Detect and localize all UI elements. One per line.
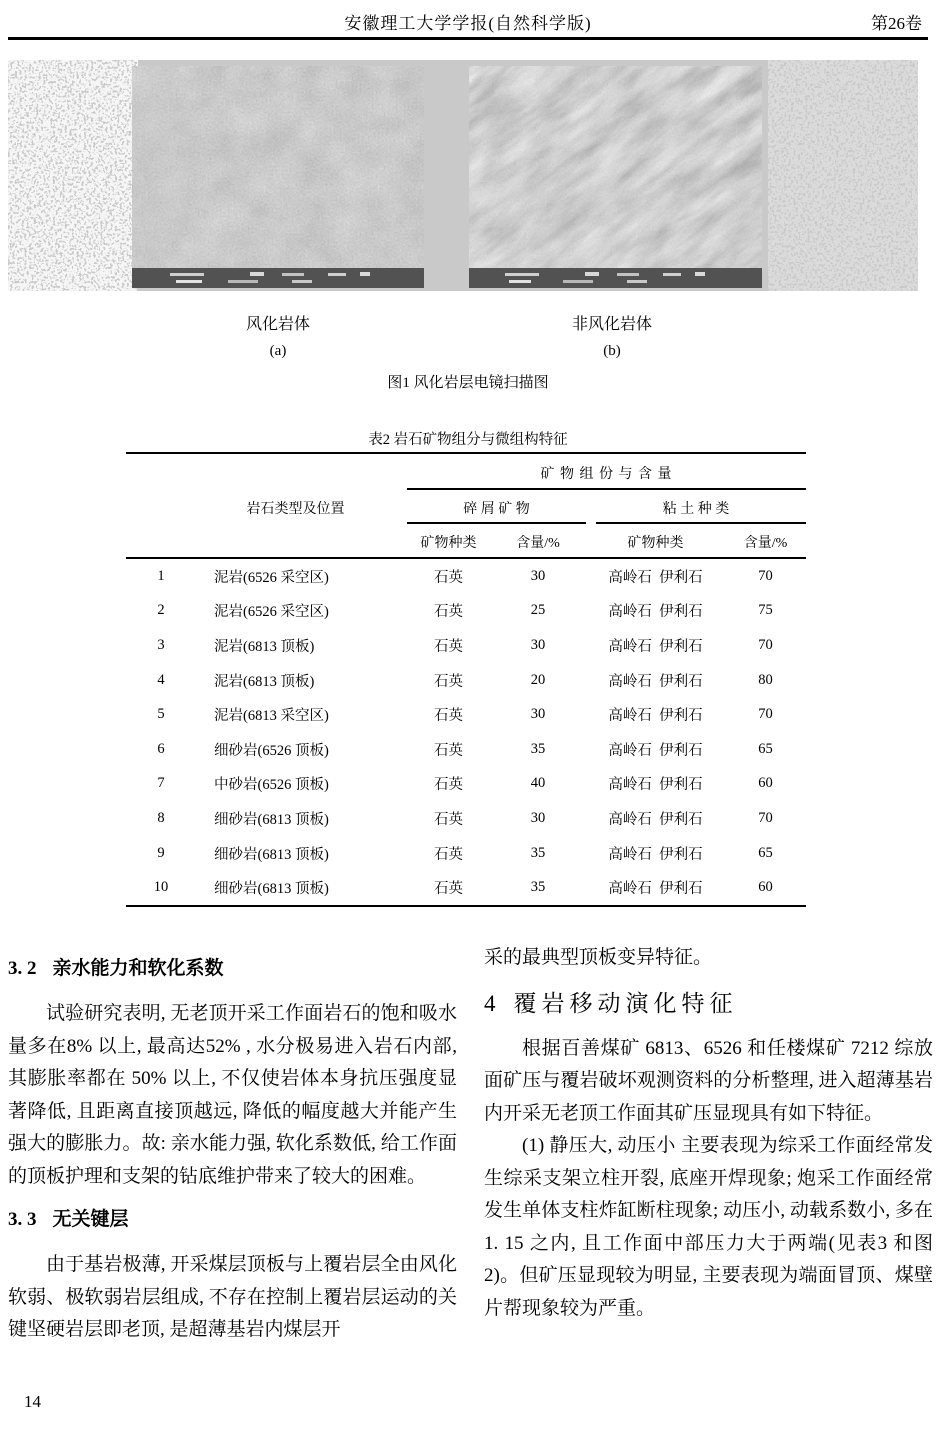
paragraph-continuation: 采的最典型顶板变异特征。 [484,947,713,968]
volume-label: 第26卷 [871,14,922,33]
table-header-clay: 粘 土 种 类 [662,502,730,517]
cell-clay-content: 60 [758,879,773,896]
section-number: 3. 3 [8,1209,37,1230]
cell-debris-content: 30 [530,706,546,723]
cell-debris-content: 35 [530,879,546,896]
cell-debris-content: 35 [530,740,546,757]
section-heading-4 [484,987,933,1021]
cell-row-number: 4 [157,671,165,688]
table-row [126,767,806,802]
cell-clay-content: 65 [758,844,773,861]
cell-rock-type: 泥岩(6813 采空区) [214,708,329,725]
cell-clay-content: 70 [758,567,773,584]
table-row [126,628,806,663]
section-heading-3-2 [8,956,457,982]
table-rule-group [407,488,806,490]
cell-clay-content: 60 [758,775,773,792]
table-header-rock-type: 岩石类型及位置 [246,502,345,517]
table-row [126,870,806,905]
sem-image-unweathered [469,66,762,288]
cell-debris-content: 30 [530,636,546,653]
cell-row-number: 1 [157,567,165,584]
cell-rock-type: 细砂岩(6813 顶板) [214,881,329,898]
page-number: 14 [24,1392,41,1411]
table-subheader-mineral-2: 矿物种类 [627,536,684,551]
cell-row-number: 8 [157,809,165,826]
cell-debris-content: 40 [530,775,546,792]
figure-caption: 图1 风化岩层电镜扫描图 [387,375,549,391]
cell-debris-mineral: 石英 [434,604,463,621]
cell-clay-mineral: 高岭石 伊利石 [608,708,703,725]
cell-clay-content: 80 [758,671,773,688]
sem-info-bar [469,268,762,288]
figure-sublabel-b: (b) [603,343,621,359]
table-row [126,697,806,732]
cell-clay-mineral: 高岭石 伊利石 [608,742,703,759]
cell-row-number: 10 [153,879,169,896]
cell-debris-mineral: 石英 [434,846,463,863]
cell-row-number: 6 [157,740,165,757]
cell-rock-type: 细砂岩(6526 顶板) [214,742,329,759]
table-row [126,801,806,836]
section-title: 覆岩移动演化特征 [513,990,738,1016]
cell-clay-mineral: 高岭石 伊利石 [608,846,703,863]
cell-clay-content: 70 [758,636,773,653]
cell-clay-mineral: 高岭石 伊利石 [608,881,703,898]
cell-clay-content: 70 [758,809,773,826]
sem-image-weathered [132,66,424,288]
cell-clay-mineral: 高岭石 伊利石 [608,638,703,655]
figure-band [8,60,918,291]
paragraph-static-pressure: (1) 静压大, 动压小 主要表现为综采工作面经常发生综采支架立柱开裂, 底座开焊现象; 炮采工作面经常发生单体支柱炸缸断柱现象; 动压小, 动载系数小, 多在1. 15 之内, 且工作面中部压力大于两端(见表3 和图2)。但矿压显现较为明显, 主要表现为端面冒顶、煤壁片帮现象较为严重。 [484,1135,933,1319]
cell-rock-type: 细砂岩(6813 顶板) [214,846,329,863]
table-rule-top [126,452,806,454]
cell-rock-type: 泥岩(6813 顶板) [214,673,315,690]
cell-clay-mineral: 高岭石 伊利石 [608,777,703,794]
journal-title: 安徽理工大学学报(自然科学版) [344,14,592,33]
table-subheader-mineral-1: 矿物种类 [420,536,477,551]
figure-label-weathered: 风化岩体 [245,316,310,333]
cell-clay-mineral: 高岭石 伊利石 [608,811,703,828]
section-title: 无关键层 [52,1209,129,1230]
cell-clay-mineral: 高岭石 伊利石 [608,569,703,586]
table-rule-bottom [126,905,806,907]
paragraph-observation: 根据百善煤矿 6813、6526 和任楼煤矿 7212 综放面矿压与覆岩破坏观测资料的分析整理, 进入超薄基岩内开采无老顶工作面其矿压显现具有如下特征。 [484,1037,933,1124]
table-rows [126,559,806,905]
table-row [126,663,806,698]
header-rule [8,37,928,40]
table-header-debris: 碎 屑 矿 物 [463,502,530,517]
left-column [8,942,457,1347]
cell-row-number: 9 [157,844,165,861]
cell-row-number: 3 [157,636,165,653]
cell-debris-mineral: 石英 [434,811,463,828]
cell-debris-mineral: 石英 [434,881,463,898]
figure-sublabel-a: (a) [269,343,287,359]
sem-info-bar [132,268,424,288]
table-row [126,594,806,629]
cell-rock-type: 中砂岩(6526 顶板) [214,777,329,794]
figure-label-unweathered: 非风化岩体 [571,316,652,333]
cell-clay-mineral: 高岭石 伊利石 [608,604,703,621]
table-title: 表2 岩石矿物组分与微组构特征 [368,432,568,448]
cell-debris-mineral: 石英 [434,708,463,725]
section-number: 3. 2 [8,958,37,979]
cell-debris-content: 30 [530,809,546,826]
right-column [484,942,933,1325]
cell-row-number: 5 [157,706,165,723]
cell-clay-content: 70 [758,706,773,723]
cell-rock-type: 泥岩(6526 采空区) [214,569,329,586]
cell-debris-content: 25 [530,602,546,619]
cell-debris-mineral: 石英 [434,742,463,759]
table-rule-debris [407,522,586,524]
cell-debris-mineral: 石英 [434,569,463,586]
cell-rock-type: 泥岩(6526 采空区) [214,604,329,621]
cell-row-number: 7 [157,775,165,792]
cell-rock-type: 细砂岩(6813 顶板) [214,811,329,828]
table-subheader-content-2: 含量/% [743,536,788,551]
table-rule-clay [596,522,806,524]
cell-clay-content: 65 [758,740,773,757]
cell-row-number: 2 [157,602,165,619]
section-title: 亲水能力和软化系数 [52,958,224,979]
table-row [126,732,806,767]
table-row [126,559,806,594]
cell-debris-mineral: 石英 [434,673,463,690]
table-header-group: 矿 物 组 份 与 含 量 [540,467,673,482]
table-row [126,836,806,871]
cell-rock-type: 泥岩(6813 顶板) [214,638,315,655]
section-number: 4 [484,990,496,1016]
cell-debris-content: 35 [530,844,546,861]
cell-debris-mineral: 石英 [434,777,463,794]
cell-clay-mineral: 高岭石 伊利石 [608,673,703,690]
cell-debris-content: 30 [530,567,546,584]
mineral-table [126,452,806,908]
cell-debris-content: 20 [530,671,546,688]
table-subheader-content-1: 含量/% [516,536,560,551]
paragraph-hydrophilicity: 试验研究表明, 无老顶开采工作面岩石的饱和吸水量多在8% 以上, 最高达52% , 水分极易进入岩石内部, 其膨胀率都在 50% 以上, 不仅使岩体本身抗压强度显著降低, 且距离直接顶越远, 降低的幅度越大并能产生强大的膨胀力。故: 亲水能力强, 软化系数低, 给工作面的顶板护理和支架的钻底维护带来了较大的困难。 [8,1003,457,1187]
section-heading-3-3 [8,1207,457,1233]
paragraph-no-key-stratum: 由于基岩极薄, 开采煤层顶板与上覆岩层全由风化软弱、极软弱岩层组成, 不存在控制上覆岩层运动的关键坚硬岩层即老顶, 是超薄基岩内煤层开 [8,1254,457,1340]
cell-clay-content: 75 [758,602,773,619]
cell-debris-mineral: 石英 [434,638,463,655]
